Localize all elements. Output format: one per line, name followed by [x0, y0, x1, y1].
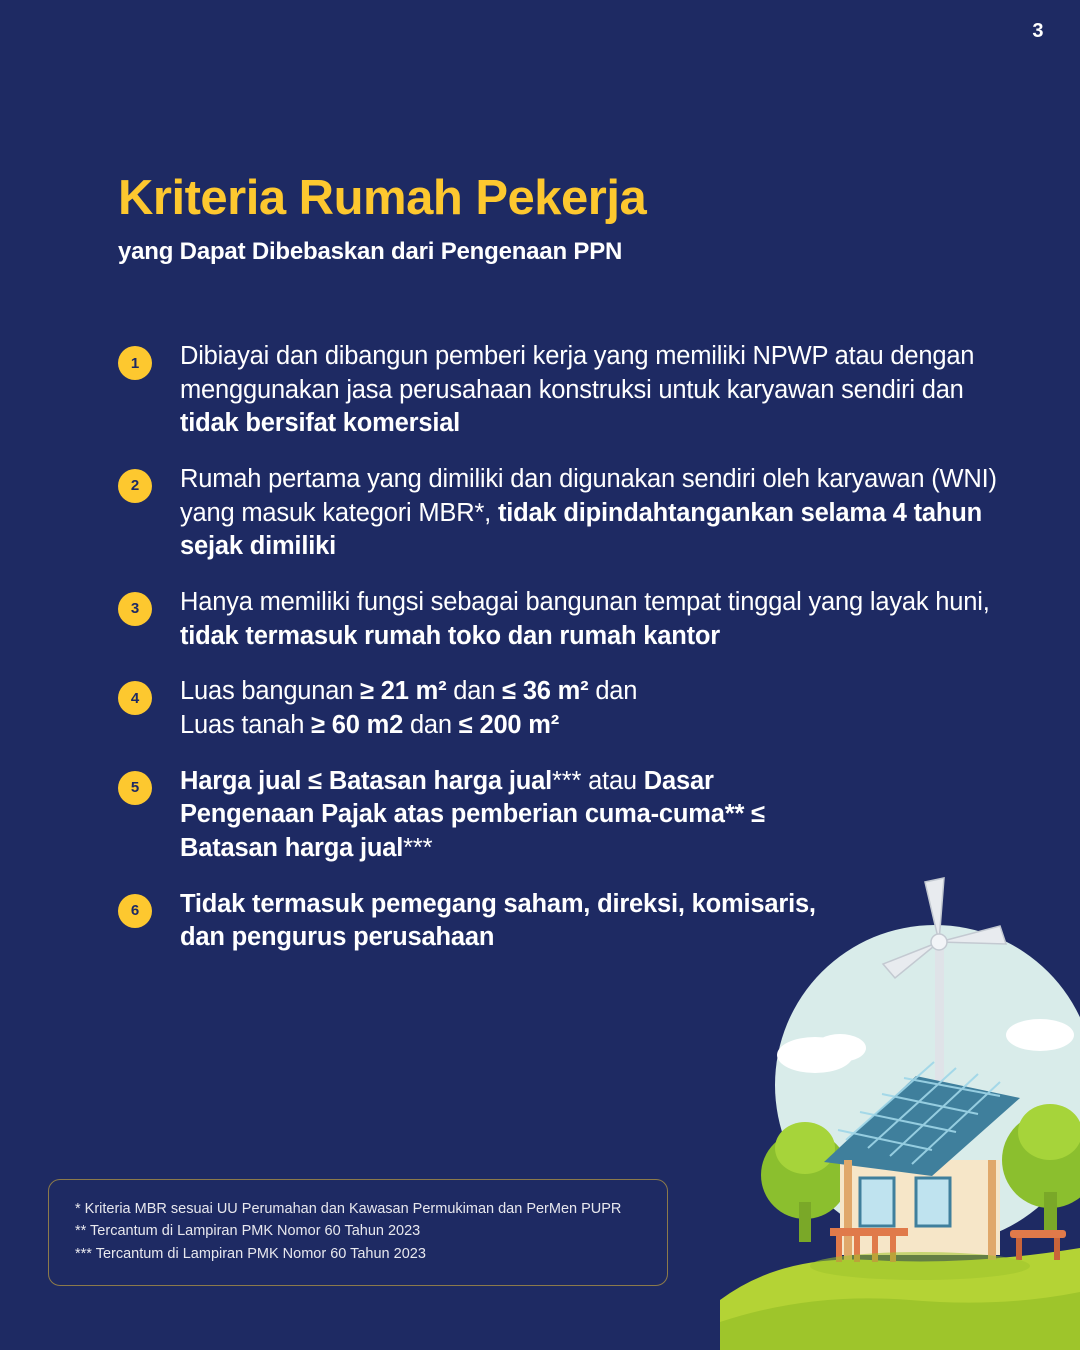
criteria-number-badge: 2 [118, 469, 152, 503]
footnote: * Kriteria MBR sesuai UU Perumahan dan Kawasan Permukiman dan PerMen PUPR [75, 1200, 622, 1217]
criteria-item [118, 340, 1038, 441]
eco-house-illustration [720, 830, 1080, 1350]
page-subtitle: yang Dapat Dibebaskan dari Pengenaan PPN [118, 237, 623, 265]
criteria-number-badge: 5 [118, 771, 152, 805]
criteria-number-badge: 4 [118, 681, 152, 715]
criteria-text: Harga jual ≤ Batasan harga jual*** atau Dasar Pengenaan Pajak atas pemberian cuma-cuma** ≤ Batasan harga jual*** [180, 766, 765, 862]
page-number: 3 [1032, 20, 1044, 42]
header [118, 172, 978, 266]
criteria-text: Dibiayai dan dibangun pemberi kerja yang memiliki NPWP atau dengan menggunakan jasa perusahaan konstruksi untuk karyawan sendiri dan tidak bersifat komersial [180, 342, 975, 438]
footnotes-box [48, 1179, 668, 1286]
footnote: ** Tercantum di Lampiran PMK Nomor 60 Tahun 2023 [75, 1223, 421, 1240]
footnote: *** Tercantum di Lampiran PMK Nomor 60 Tahun 2023 [75, 1245, 426, 1262]
criteria-text: Rumah pertama yang dimiliki dan digunakan sendiri oleh karyawan (WNI) yang masuk kategori MBR*, tidak dipindahtangankan selama 4 tahun sejak dimiliki [180, 464, 997, 561]
criteria-text: Luas bangunan ≥ 21 m² dan ≤ 36 m² dan Luas tanah ≥ 60 m2 dan ≤ 200 m² [180, 677, 638, 739]
criteria-text: Tidak termasuk pemegang saham, direksi, komisaris, dan pengurus perusahaan [180, 889, 816, 952]
criteria-number-badge: 3 [118, 592, 152, 626]
criteria-number-badge: 6 [118, 894, 152, 928]
criteria-item [118, 586, 1038, 653]
criteria-item [118, 463, 1038, 564]
criteria-number-badge: 1 [118, 346, 152, 380]
criteria-text: Hanya memiliki fungsi sebagai bangunan tempat tinggal yang layak huni, tidak termasuk rumah toko dan rumah kantor [180, 587, 990, 650]
page-title: Kriteria Rumah Pekerja [118, 171, 647, 225]
criteria-item [118, 675, 1038, 742]
